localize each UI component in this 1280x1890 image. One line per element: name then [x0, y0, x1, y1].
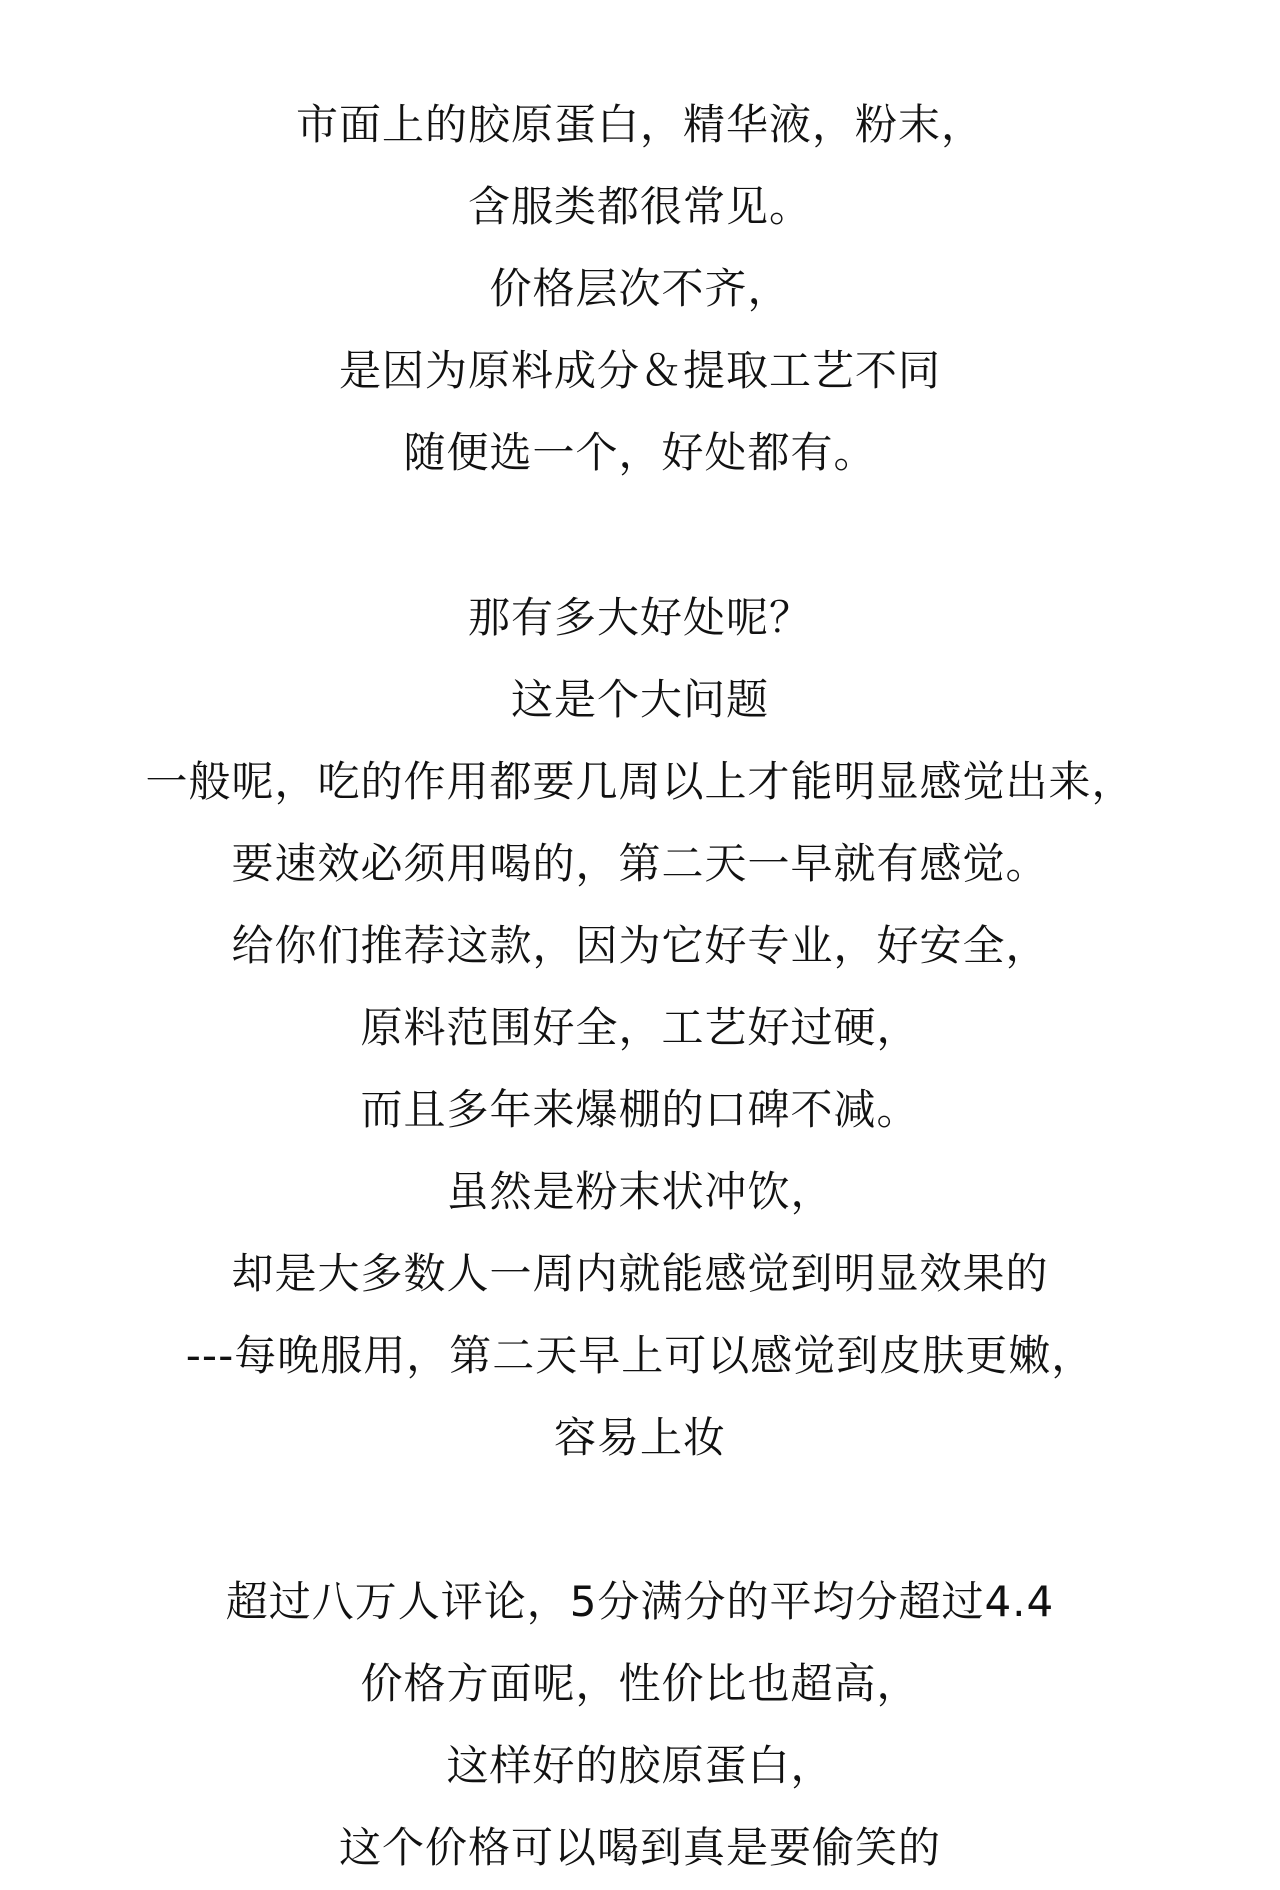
- text-line: 超过八万人评论，5分满分的平均分超过4.4: [225, 1577, 1055, 1626]
- text-line: 那有多大好处呢？: [467, 593, 812, 642]
- text-line: 却是大多数人一周内就能感觉到明显效果的: [231, 1249, 1049, 1298]
- text-line: 虽然是粉末状冲饮，: [446, 1167, 834, 1216]
- text-line: 价格层次不齐，: [489, 264, 791, 313]
- text-line: 一般呢，吃的作用都要几周以上才能明显感觉出来，: [145, 757, 1135, 806]
- text-line: 这是个大问题: [510, 675, 769, 724]
- text-line: 而且多年来爆棚的口碑不减。: [360, 1085, 920, 1134]
- text-line: 这个价格可以喝到真是要偷笑的: [338, 1823, 941, 1872]
- text-line: 市面上的胶原蛋白，精华液，粉末，: [295, 100, 984, 149]
- text-line: 是因为原料成分＆提取工艺不同: [338, 346, 941, 395]
- text-line: 价格方面呢，性价比也超高，: [360, 1659, 920, 1708]
- text-line: 容易上妆: [553, 1413, 726, 1462]
- text-line: 含服类都很常见。: [467, 182, 812, 231]
- text-line: 原料范围好全，工艺好过硬，: [360, 1003, 920, 1052]
- text-line: 要速效必须用喝的，第二天一早就有感觉。: [231, 839, 1049, 888]
- text-line: 给你们推荐这款，因为它好专业，好安全，: [231, 921, 1049, 970]
- text-line: 随便选一个，好处都有。: [403, 428, 877, 477]
- text-line: 这样好的胶原蛋白，: [446, 1741, 834, 1790]
- text-line: ---每晚服用，第二天早上可以感觉到皮肤更嫩，: [185, 1331, 1095, 1380]
